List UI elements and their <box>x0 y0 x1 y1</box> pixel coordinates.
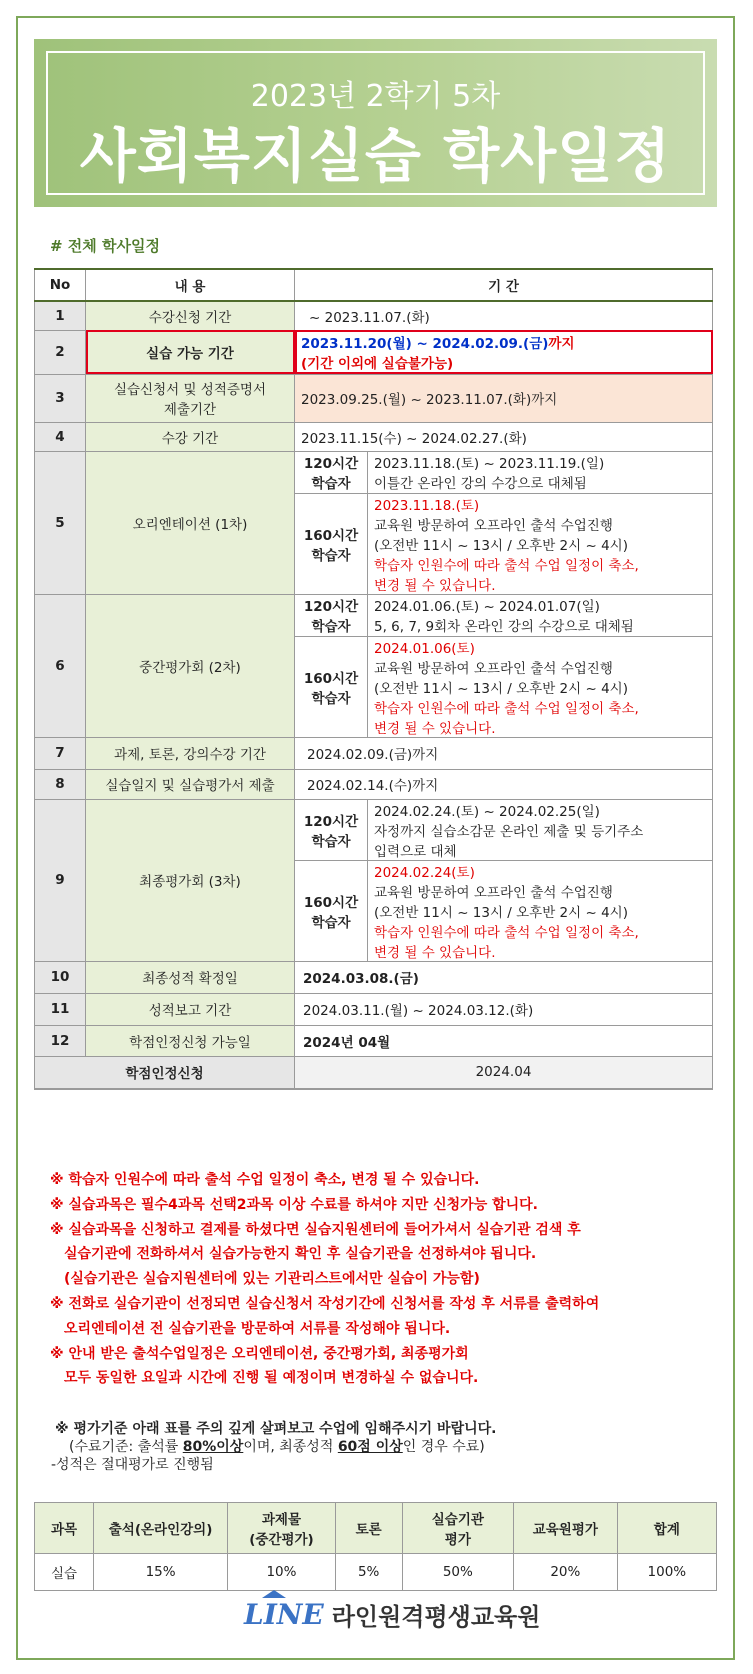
grading-value-cell: 50% <box>402 1554 513 1591</box>
grading-header-cell: 실습기관 평가 <box>402 1503 513 1554</box>
row-name: 실습일지 및 실습평가서 제출 <box>86 769 295 799</box>
grading-value-cell: 10% <box>228 1554 335 1591</box>
grading-header-cell: 과제물 (중간평가) <box>228 1503 335 1554</box>
header-content: 내 용 <box>86 269 295 301</box>
row-no: 5 <box>35 451 86 594</box>
sub-label-120: 120시간 학습자 <box>295 594 368 636</box>
practice-period-suffix: 까지 <box>548 336 575 352</box>
criteria-pass-line: (수료기준: 출석률 80%이상이며, 최종성적 60점 이상인 경우 수료) <box>69 1439 485 1455</box>
row-name: 성적보고 기간 <box>86 993 295 1025</box>
sub-label-120: 120시간 학습자 <box>295 799 368 860</box>
row-period <box>295 330 713 374</box>
practice-period-note: (기간 이외에 실습불가능) <box>301 356 454 372</box>
table-row <box>35 993 713 1025</box>
table-row <box>35 301 713 330</box>
practice-period: 2023.11.20(월) ~ 2024.02.09.(금) <box>301 336 549 352</box>
header-period: 기 간 <box>295 269 713 301</box>
footer-logo <box>244 1596 540 1632</box>
table-row <box>35 594 713 636</box>
grading-value-cell: 15% <box>93 1554 227 1591</box>
criteria-title: ※ 평가기준 아래 표를 주의 깊게 살펴보고 수업에 임해주시기 바랍니다. <box>55 1421 497 1437</box>
row-no: 1 <box>35 301 86 330</box>
notice-item: ※ 안내 받은 출석수업일정은 오리엔테이션, 중간평가회, 최종평가회 <box>50 1345 469 1362</box>
notice-item: 실습기관에 전화하셔서 실습가능한지 확인 후 실습기관을 선정하셔야 됩니다. <box>64 1246 537 1263</box>
notice-item: ※ 실습과목은 필수4과목 선택2과목 이상 수료를 하셔야 지만 신청가능 합니다. <box>50 1196 538 1213</box>
row-period: 2024.02.09.(금)까지 <box>295 737 713 769</box>
notice-item: 오리엔테이션 전 실습기관을 방문하여 서류를 작성해야 됩니다. <box>64 1320 451 1337</box>
table-row <box>35 1025 713 1056</box>
criteria-note: -성적은 절대평가로 진행됨 <box>51 1457 214 1473</box>
row-no: 7 <box>35 737 86 769</box>
online-detail: 2023.11.18.(토) ~ 2023.11.19.(일) 이틀간 온라인 강의 수강으로 대체됨 <box>368 451 713 493</box>
row-name: 학점인정신청 가능일 <box>86 1025 295 1056</box>
banner <box>34 39 717 207</box>
grading-header-cell: 교육원평가 <box>513 1503 617 1554</box>
grading-table <box>34 1502 717 1591</box>
row-period: 2023.11.15(수) ~ 2024.02.27.(화) <box>295 422 713 451</box>
offline-detail: 2024.01.06(토) 교육원 방문하여 오프라인 출석 수업진행 (오전반 11시 ~ 13시 / 오후반 2시 ~ 4시) 학습자 인원수에 따라 출석 수업 일정이 축소, 변경 될 수 있습니다. <box>368 636 713 737</box>
sub-label-160: 160시간 학습자 <box>295 493 368 594</box>
grading-header-cell: 토론 <box>335 1503 402 1554</box>
row-name: 과제, 토론, 강의수강 기간 <box>86 737 295 769</box>
row-no: 3 <box>35 374 86 422</box>
grading-value-row <box>35 1554 717 1591</box>
sub-label-120: 120시간 학습자 <box>295 451 368 493</box>
banner-title: 사회복지실습 학사일정 <box>79 122 672 190</box>
online-detail: 2024.01.06.(토) ~ 2024.01.07(일) 5, 6, 7, 9회차 온라인 강의 수강으로 대체됨 <box>368 594 713 636</box>
schedule-table <box>34 268 713 1090</box>
banner-subtitle: 2023년 2학기 5차 <box>250 79 501 114</box>
row-period: 2024.03.08.(금) <box>295 961 713 993</box>
logo-mark: LINE <box>244 1598 324 1631</box>
table-row <box>35 737 713 769</box>
grading-value-cell: 100% <box>617 1554 716 1591</box>
table-row <box>35 374 713 422</box>
row-name-line: 제출기간 <box>163 402 217 418</box>
sub-label-160: 160시간 학습자 <box>295 636 368 737</box>
row-no: 4 <box>35 422 86 451</box>
offline-detail: 2024.02.24(토) 교육원 방문하여 오프라인 출석 수업진행 (오전반 11시 ~ 13시 / 오후반 2시 ~ 4시) 학습자 인원수에 따라 출석 수업 일정이 축소, 변경 될 수 있습니다. <box>368 860 713 961</box>
row-name <box>86 374 295 422</box>
row-name: 최종평가회 (3차) <box>86 799 295 961</box>
grading-value-cell: 20% <box>513 1554 617 1591</box>
row-period: 2024년 04월 <box>295 1025 713 1056</box>
evaluation-criteria <box>51 1420 497 1474</box>
row-no: 8 <box>35 769 86 799</box>
section-title: # 전체 학사일정 <box>50 237 160 255</box>
notice-list <box>50 1168 599 1391</box>
header-no: No <box>35 269 86 301</box>
grading-header-cell: 과목 <box>35 1503 94 1554</box>
row-no: 6 <box>35 594 86 737</box>
notice-item: 모두 동일한 요일과 시간에 진행 될 예정이며 변경하실 수 없습니다. <box>64 1370 479 1387</box>
grading-value-cell: 실습 <box>35 1554 94 1591</box>
row-name: 최종성적 확정일 <box>86 961 295 993</box>
table-row <box>35 799 713 860</box>
table-row <box>35 422 713 451</box>
table-row <box>35 769 713 799</box>
row-period: 2024.04 <box>295 1056 713 1089</box>
row-name-line: 실습신청서 및 성적증명서 <box>113 382 267 398</box>
row-name: 중간평가회 (2차) <box>86 594 295 737</box>
table-row <box>35 451 713 493</box>
table-row <box>35 1056 713 1089</box>
row-no: 11 <box>35 993 86 1025</box>
row-no: 10 <box>35 961 86 993</box>
grading-header-cell: 출석(온라인강의) <box>93 1503 227 1554</box>
row-name: 수강 기간 <box>86 422 295 451</box>
row-name: 오리엔테이션 (1차) <box>86 451 295 594</box>
logo-roof-icon <box>262 1590 286 1598</box>
online-detail: 2024.02.24.(토) ~ 2024.02.25(일) 자정까지 실습소감문 온라인 제출 및 등기주소 입력으로 대체 <box>368 799 713 860</box>
grading-header-row <box>35 1503 717 1554</box>
row-name: 실습 가능 기간 <box>86 330 295 374</box>
sub-label-160: 160시간 학습자 <box>295 860 368 961</box>
row-name: 수강신청 기간 <box>86 301 295 330</box>
row-name: 학점인정신청 <box>35 1056 295 1089</box>
notice-item: ※ 전화로 실습기관이 선정되면 실습신청서 작성기간에 신청서를 작성 후 서류를 출력하여 <box>50 1295 600 1312</box>
logo-name: 라인원격평생교육원 <box>331 1602 541 1631</box>
row-no: 9 <box>35 799 86 961</box>
row-no: 12 <box>35 1025 86 1056</box>
notice-item: (실습기관은 실습지원센터에 있는 기관리스트에서만 실습이 가능함) <box>64 1271 480 1288</box>
grading-value-cell: 5% <box>335 1554 402 1591</box>
notice-item: ※ 실습과목을 신청하고 결제를 하셨다면 실습지원센터에 들어가셔서 실습기관 검색 후 <box>50 1221 581 1238</box>
banner-border <box>46 51 705 195</box>
table-row <box>35 961 713 993</box>
row-no: 2 <box>35 330 86 374</box>
table-row <box>35 330 713 374</box>
schedule-header-row <box>35 269 713 301</box>
notice-item: ※ 학습자 인원수에 따라 출석 수업 일정이 축소, 변경 될 수 있습니다. <box>50 1172 480 1188</box>
row-period: 2023.09.25.(월) ~ 2023.11.07.(화)까지 <box>295 374 713 422</box>
offline-detail: 2023.11.18.(토) 교육원 방문하여 오프라인 출석 수업진행 (오전반 11시 ~ 13시 / 오후반 2시 ~ 4시) 학습자 인원수에 따라 출석 수업 일정이 축소, 변경 될 수 있습니다. <box>368 493 713 594</box>
row-period: 2024.02.14.(수)까지 <box>295 769 713 799</box>
row-period: ~ 2023.11.07.(화) <box>295 301 713 330</box>
grading-header-cell: 합계 <box>617 1503 716 1554</box>
row-period: 2024.03.11.(월) ~ 2024.03.12.(화) <box>295 993 713 1025</box>
